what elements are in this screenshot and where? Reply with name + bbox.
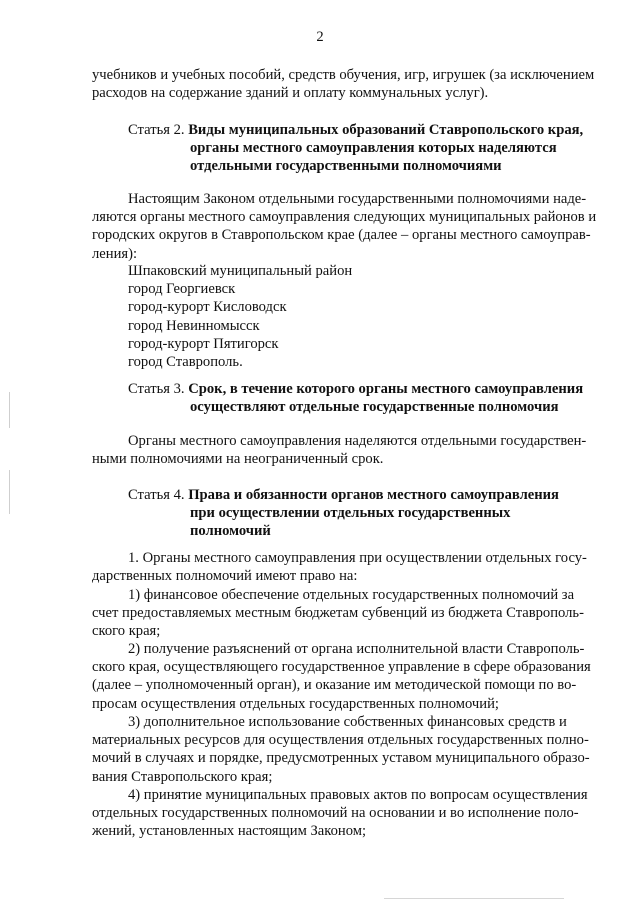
article-2-heading xyxy=(128,121,608,176)
scan-bottom-rule xyxy=(384,898,564,899)
text-line: ляются органы местного самоуправления следующих муниципальных районов и xyxy=(92,209,597,226)
text-line: жений, установленных настоящим Законом; xyxy=(92,823,367,840)
article-title: Права и обязанности органов местного самоуправления xyxy=(188,487,559,503)
text-line: Органы местного самоуправления наделяются отдельными государствен- xyxy=(128,433,587,449)
text-line: мочий в случаях и порядке, предусмотренных уставом муниципального образо- xyxy=(92,750,590,767)
text-line: ского края; xyxy=(92,623,161,640)
article-title: Срок, в течение которого органы местного самоуправления xyxy=(188,381,584,397)
text-line: 4) принятие муниципальных правовых актов по вопросам осуществления xyxy=(128,787,588,803)
text-line: (далее – уполномоченный орган), и оказание им методической помощи по во- xyxy=(92,677,577,694)
text-line: ными полномочиями на неограниченный срок. xyxy=(92,451,384,468)
article-4-item-4 xyxy=(92,786,604,841)
text-line: ления): xyxy=(92,245,138,262)
article-4-item-2 xyxy=(92,640,604,713)
article-title-line: органы местного самоуправления которых наделяются xyxy=(190,140,557,157)
text-line: Настоящим Законом отдельными государственными полномочиями наде- xyxy=(128,191,587,207)
text-line: расходов на содержание зданий и оплату коммунальных услуг). xyxy=(92,85,489,102)
text-line: счет предоставляемых местным бюджетам субвенций из бюджета Ставрополь- xyxy=(92,605,584,622)
page-number: 2 xyxy=(316,29,324,45)
text-line: 2) получение разъяснений от органа исполнительной власти Ставрополь- xyxy=(128,641,585,657)
list-item: Шпаковский муниципальный район xyxy=(128,263,353,279)
text-line: 3) дополнительное использование собственных финансовых средств и xyxy=(128,714,567,730)
intro-paragraph xyxy=(92,66,604,102)
article-3-paragraph xyxy=(92,432,604,468)
article-title-line: осуществляют отдельные государственные полномочия xyxy=(190,399,559,416)
municipality-list xyxy=(128,262,608,371)
text-line: 1. Органы местного самоуправления при осуществлении отдельных госу- xyxy=(128,550,587,566)
article-4-heading xyxy=(128,486,608,541)
article-4-item-1 xyxy=(92,586,604,641)
text-line: учебников и учебных пособий, средств обучения, игр, игрушек (за исключением xyxy=(92,67,595,83)
list-item: город Невинномысск xyxy=(128,317,260,334)
list-item: город Ставрополь. xyxy=(128,354,243,371)
article-number: Статья 3. xyxy=(128,381,185,397)
article-title: Виды муниципальных образований Ставропольского края, xyxy=(188,122,584,138)
article-number: Статья 2. xyxy=(128,122,185,138)
article-4-item-3 xyxy=(92,713,604,786)
text-line: просам осуществления отдельных государственных полномочий; xyxy=(92,695,499,712)
text-line: ского края, осуществляющего государственное управление в сфере образования xyxy=(92,659,591,676)
article-title-line: отдельными государственными полномочиями xyxy=(190,158,502,175)
scan-margin-mark xyxy=(9,470,10,514)
article-number: Статья 4. xyxy=(128,487,185,503)
text-line: отдельных государственных полномочий на основании и во исполнение поло- xyxy=(92,805,579,822)
article-title-line: при осуществлении отдельных государственных xyxy=(190,505,511,522)
article-title-line: полномочий xyxy=(190,523,271,540)
text-line: материальных ресурсов для осуществления отдельных государственных полно- xyxy=(92,732,589,749)
article-3-heading xyxy=(128,380,608,416)
list-item: город Георгиевск xyxy=(128,281,236,298)
list-item: город-курорт Кисловодск xyxy=(128,299,287,316)
article-4-paragraph-1 xyxy=(92,549,604,585)
text-line: городских округов в Ставропольском крае (далее – органы местного самоуправ- xyxy=(92,227,591,244)
text-line: 1) финансовое обеспечение отдельных государственных полномочий за xyxy=(128,587,575,603)
text-line: вания Ставропольского края; xyxy=(92,768,273,785)
scan-margin-mark xyxy=(9,392,10,428)
text-line: дарственных полномочий имеют право на: xyxy=(92,568,358,585)
article-2-paragraph xyxy=(92,190,604,263)
list-item: город-курорт Пятигорск xyxy=(128,335,279,352)
